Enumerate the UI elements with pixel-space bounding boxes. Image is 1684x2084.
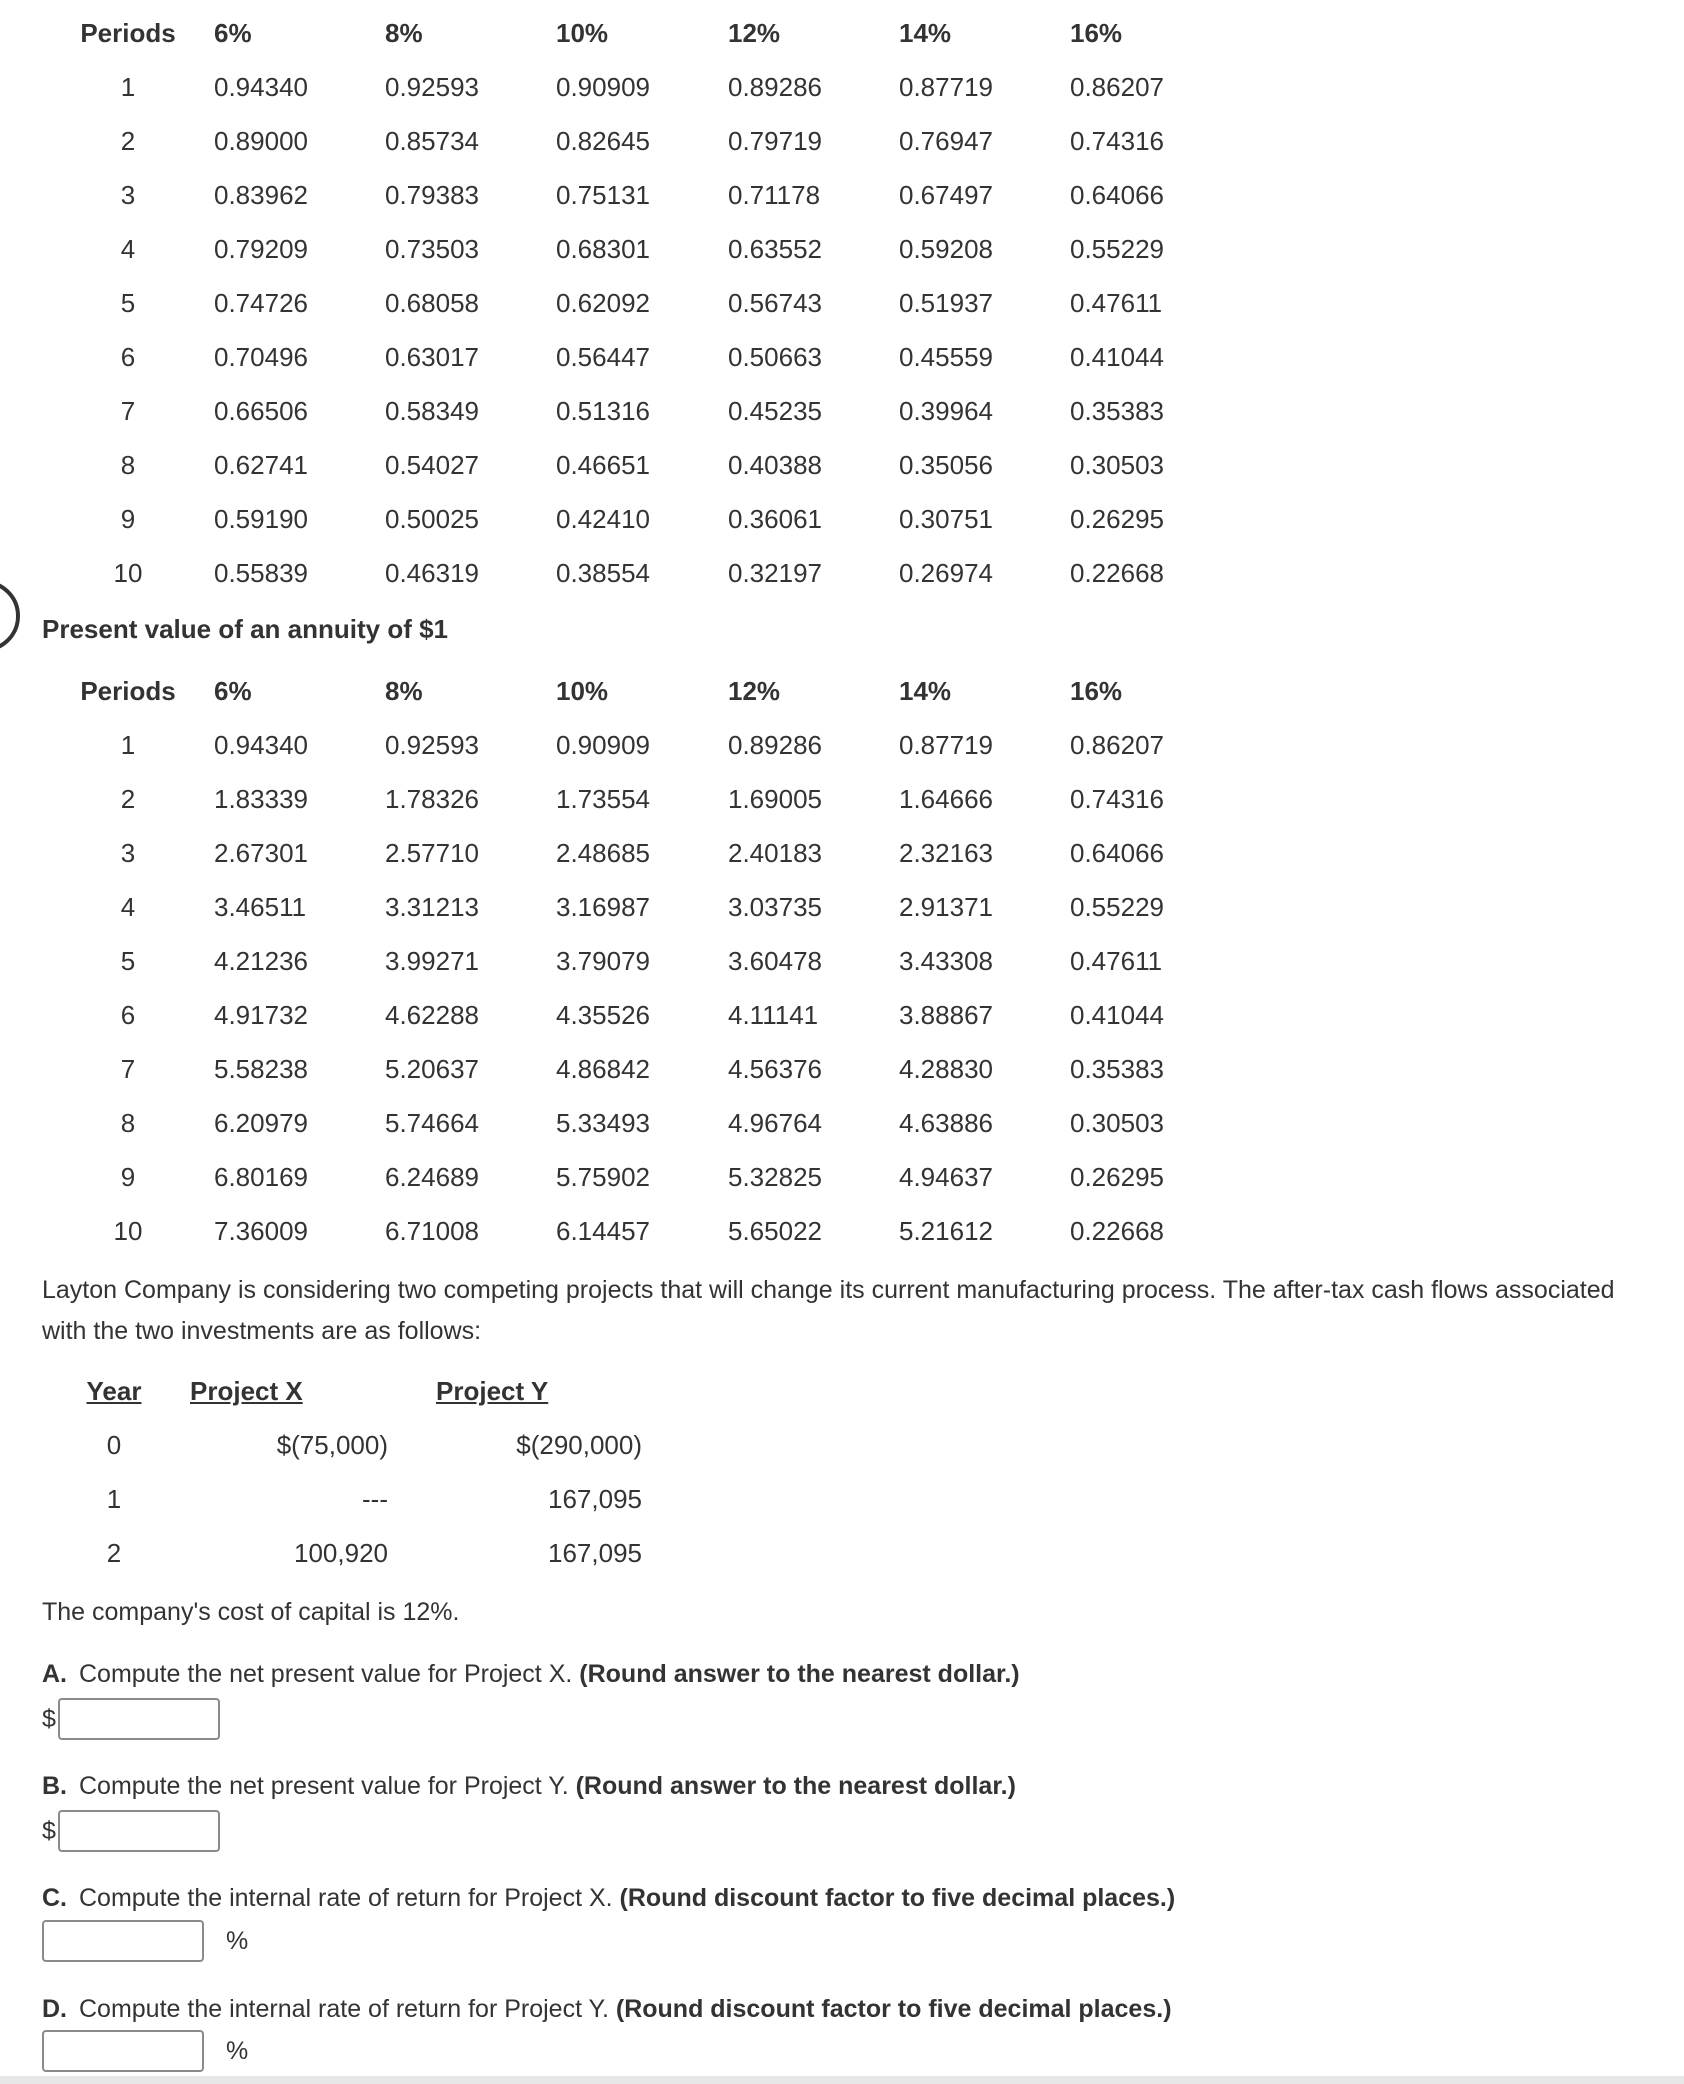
table-row <box>42 1042 1190 1096</box>
factor-cell: 5.21612 <box>899 1215 993 1246</box>
table-row <box>42 1150 1190 1204</box>
period-cell: 2 <box>120 125 136 156</box>
question-c <box>42 1884 1175 1913</box>
factor-cell: 0.62092 <box>556 287 650 318</box>
table-row <box>42 772 1190 826</box>
factor-cell: 0.22668 <box>1070 1215 1164 1246</box>
factor-cell: 0.92593 <box>385 729 479 760</box>
period-cell: 6 <box>120 341 136 372</box>
factor-cell: 0.75131 <box>556 179 650 210</box>
factor-cell: 5.75902 <box>556 1161 650 1192</box>
factor-cell: 0.79383 <box>385 179 479 210</box>
factor-cell: 0.47611 <box>1070 945 1163 976</box>
factor-cell: 5.20637 <box>385 1053 479 1084</box>
period-cell: 7 <box>120 395 136 426</box>
factor-cell: 0.50025 <box>385 503 479 534</box>
percent-sign: % <box>226 2036 249 2065</box>
factor-cell: 0.59208 <box>899 233 993 264</box>
period-cell: 7 <box>120 1053 136 1084</box>
factor-cell: 3.03735 <box>728 891 822 922</box>
factor-cell: 0.45235 <box>728 395 822 426</box>
table-cell: 2 <box>106 1537 122 1568</box>
factor-cell: 0.26974 <box>899 557 993 588</box>
factor-cell: 0.30503 <box>1070 1107 1164 1138</box>
factor-cell: 0.64066 <box>1070 179 1164 210</box>
period-cell: 3 <box>120 179 136 210</box>
column-header: 12% <box>728 17 781 48</box>
column-header: 10% <box>556 17 609 48</box>
factor-cell: 5.65022 <box>728 1215 822 1246</box>
factor-cell: 0.89000 <box>214 125 308 156</box>
factor-cell: 0.87719 <box>899 71 993 102</box>
factor-cell: 0.83962 <box>214 179 308 210</box>
factor-cell: 1.83339 <box>214 783 308 814</box>
period-cell: 8 <box>120 449 136 480</box>
factor-cell: 0.35383 <box>1070 395 1164 426</box>
column-header: 8% <box>385 675 423 706</box>
factor-cell: 4.62288 <box>385 999 479 1030</box>
factor-cell: 0.55229 <box>1070 891 1164 922</box>
factor-cell: 0.63552 <box>728 233 822 264</box>
factor-cell: 3.60478 <box>728 945 822 976</box>
factor-cell: 4.28830 <box>899 1053 993 1084</box>
present-value-table <box>42 6 1190 600</box>
period-cell: 9 <box>120 1161 136 1192</box>
factor-cell: 5.58238 <box>214 1053 308 1084</box>
table-row <box>42 168 1190 222</box>
table-row <box>42 826 1190 880</box>
factor-cell: 3.16987 <box>556 891 650 922</box>
table-row <box>42 114 1190 168</box>
column-header: 6% <box>214 17 252 48</box>
factor-cell: 1.73554 <box>556 783 650 814</box>
question-d <box>42 1995 1172 2024</box>
column-header: Periods <box>80 17 176 48</box>
factor-cell: 0.79209 <box>214 233 308 264</box>
table-row <box>42 1472 642 1526</box>
factor-cell: 0.68058 <box>385 287 479 318</box>
table-row <box>42 1096 1190 1150</box>
dollar-sign: $ <box>42 1816 56 1845</box>
question-text: Compute the net present value for Project Y. <box>79 1772 569 1800</box>
factor-cell: 0.68301 <box>556 233 650 264</box>
factor-cell: 0.55839 <box>214 557 308 588</box>
factor-cell: 0.67497 <box>899 179 993 210</box>
factor-cell: 7.36009 <box>214 1215 308 1246</box>
period-cell: 10 <box>113 557 143 588</box>
column-header: 12% <box>728 675 781 706</box>
annuity-table <box>42 664 1190 1258</box>
factor-cell: 4.91732 <box>214 999 308 1030</box>
factor-cell: 0.79719 <box>728 125 822 156</box>
table-row <box>42 492 1190 546</box>
period-cell: 10 <box>113 1215 143 1246</box>
factor-cell: 0.30751 <box>899 503 993 534</box>
question-a <box>42 1660 1020 1689</box>
period-cell: 4 <box>120 891 136 922</box>
factor-cell: 2.40183 <box>728 837 822 868</box>
factor-cell: 4.35526 <box>556 999 650 1030</box>
table-cell: 167,095 <box>548 1483 642 1514</box>
table-header-row <box>42 6 1190 60</box>
factor-cell: 0.82645 <box>556 125 650 156</box>
column-header-project-y: Project Y <box>436 1375 549 1406</box>
factor-cell: 0.36061 <box>728 503 822 534</box>
factor-cell: 6.14457 <box>556 1215 650 1246</box>
period-cell: 9 <box>120 503 136 534</box>
factor-cell: 3.31213 <box>385 891 479 922</box>
factor-cell: 0.56447 <box>556 341 650 372</box>
factor-cell: 0.22668 <box>1070 557 1164 588</box>
factor-cell: 0.30503 <box>1070 449 1164 480</box>
factor-cell: 3.43308 <box>899 945 993 976</box>
factor-cell: 0.39964 <box>899 395 993 426</box>
factor-cell: 0.50663 <box>728 341 822 372</box>
npv-project-x-input[interactable] <box>58 1698 220 1740</box>
factor-cell: 3.99271 <box>385 945 479 976</box>
factor-cell: 0.90909 <box>556 71 650 102</box>
factor-cell: 0.63017 <box>385 341 479 372</box>
period-cell: 6 <box>120 999 136 1030</box>
question-b <box>42 1772 1016 1801</box>
factor-cell: 0.92593 <box>385 71 479 102</box>
table-row <box>42 880 1190 934</box>
factor-cell: 2.48685 <box>556 837 650 868</box>
factor-cell: 0.58349 <box>385 395 479 426</box>
factor-cell: 0.46319 <box>385 557 479 588</box>
factor-cell: 4.94637 <box>899 1161 993 1192</box>
cost-of-capital: The company's cost of capital is 12%. <box>42 1598 460 1626</box>
decorative-bracket <box>0 580 20 652</box>
factor-cell: 1.64666 <box>899 783 993 814</box>
table-row <box>42 60 1190 114</box>
table-cell: 100,920 <box>294 1537 388 1568</box>
bottom-divider <box>0 2076 1684 2084</box>
factor-cell: 0.46651 <box>556 449 650 480</box>
factor-cell: 0.64066 <box>1070 837 1164 868</box>
npv-project-y-input[interactable] <box>58 1810 220 1852</box>
table-cell: 1 <box>106 1483 122 1514</box>
column-header: Periods <box>80 675 176 706</box>
table-row <box>42 330 1190 384</box>
question-text: Compute the net present value for Project X. <box>79 1660 573 1688</box>
percent-sign: % <box>226 1926 249 1955</box>
factor-cell: 0.70496 <box>214 341 308 372</box>
factor-cell: 0.71178 <box>728 179 821 210</box>
factor-cell: 0.62741 <box>214 449 308 480</box>
table-row <box>42 546 1190 600</box>
factor-cell: 5.32825 <box>728 1161 822 1192</box>
table-row <box>42 934 1190 988</box>
dollar-sign: $ <box>42 1704 56 1733</box>
question-label: C. <box>42 1884 67 1912</box>
factor-cell: 0.94340 <box>214 729 308 760</box>
factor-cell: 1.69005 <box>728 783 822 814</box>
answer-d-group <box>42 2030 248 2072</box>
factor-cell: 6.80169 <box>214 1161 308 1192</box>
factor-cell: 4.96764 <box>728 1107 822 1138</box>
annuity-table-title: Present value of an annuity of $1 <box>42 614 448 644</box>
factor-cell: 0.90909 <box>556 729 650 760</box>
table-row <box>42 384 1190 438</box>
factor-cell: 0.54027 <box>385 449 479 480</box>
factor-cell: 4.21236 <box>214 945 308 976</box>
table-row <box>42 1418 642 1472</box>
question-instruction: (Round answer to the nearest dollar.) <box>579 1660 1020 1688</box>
table-row <box>42 1204 1190 1258</box>
factor-cell: 0.47611 <box>1070 287 1163 318</box>
table-cell: $(75,000) <box>276 1429 388 1460</box>
factor-cell: 4.63886 <box>899 1107 993 1138</box>
period-cell: 2 <box>120 783 136 814</box>
question-text: Compute the internal rate of return for Project Y. <box>79 1995 609 2023</box>
question-label: D. <box>42 1995 67 2023</box>
column-header: 14% <box>899 675 952 706</box>
factor-cell: 0.85734 <box>385 125 479 156</box>
question-instruction: (Round answer to the nearest dollar.) <box>575 1772 1016 1800</box>
factor-cell: 0.59190 <box>214 503 308 534</box>
factor-cell: 2.67301 <box>214 837 308 868</box>
table-row <box>42 222 1190 276</box>
period-cell: 1 <box>120 71 136 102</box>
column-header: 6% <box>214 675 252 706</box>
factor-cell: 0.74316 <box>1070 783 1164 814</box>
period-cell: 5 <box>120 945 136 976</box>
irr-project-x-input[interactable] <box>42 1920 204 1962</box>
factor-cell: 0.51316 <box>556 395 650 426</box>
factor-cell: 3.46511 <box>214 891 307 922</box>
factor-cell: 0.38554 <box>556 557 650 588</box>
factor-cell: 6.24689 <box>385 1161 479 1192</box>
factor-cell: 6.71008 <box>385 1215 479 1246</box>
factor-cell: 2.57710 <box>385 837 479 868</box>
factor-cell: 0.86207 <box>1070 729 1164 760</box>
table-row <box>42 988 1190 1042</box>
factor-cell: 5.74664 <box>385 1107 479 1138</box>
table-row <box>42 276 1190 330</box>
column-header-project-x: Project X <box>190 1375 303 1406</box>
factor-cell: 0.26295 <box>1070 503 1164 534</box>
question-instruction: (Round discount factor to five decimal places.) <box>619 1884 1176 1912</box>
factor-cell: 0.40388 <box>728 449 822 480</box>
answer-b-group <box>42 1810 220 1852</box>
factor-cell: 0.26295 <box>1070 1161 1164 1192</box>
table-cell: 167,095 <box>548 1537 642 1568</box>
factor-cell: 0.35056 <box>899 449 993 480</box>
column-header: 16% <box>1070 17 1123 48</box>
column-header: 8% <box>385 17 423 48</box>
factor-cell: 0.66506 <box>214 395 308 426</box>
factor-cell: 4.11141 <box>728 999 819 1030</box>
factor-cell: 0.87719 <box>899 729 993 760</box>
cash-flow-table <box>42 1364 642 1580</box>
factor-cell: 0.32197 <box>728 557 822 588</box>
table-row <box>42 1526 642 1580</box>
table-row <box>42 718 1190 772</box>
factor-cell: 0.35383 <box>1070 1053 1164 1084</box>
question-instruction: (Round discount factor to five decimal places.) <box>615 1995 1172 2023</box>
factor-cell: 0.74316 <box>1070 125 1164 156</box>
table-cell: --- <box>362 1483 388 1514</box>
factor-cell: 0.89286 <box>728 729 822 760</box>
table-header-row <box>42 1364 642 1418</box>
column-header: 16% <box>1070 675 1123 706</box>
period-cell: 5 <box>120 287 136 318</box>
factor-cell: 3.79079 <box>556 945 650 976</box>
question-text: Compute the internal rate of return for Project X. <box>79 1884 613 1912</box>
factor-cell: 0.45559 <box>899 341 993 372</box>
factor-cell: 0.51937 <box>899 287 993 318</box>
factor-cell: 0.94340 <box>214 71 308 102</box>
factor-cell: 0.41044 <box>1070 341 1164 372</box>
period-cell: 4 <box>120 233 136 264</box>
period-cell: 1 <box>120 729 136 760</box>
table-header-row <box>42 664 1190 718</box>
table-cell: 0 <box>106 1429 122 1460</box>
factor-cell: 4.56376 <box>728 1053 822 1084</box>
factor-cell: 0.42410 <box>556 503 650 534</box>
factor-cell: 0.89286 <box>728 71 822 102</box>
factor-cell: 0.74726 <box>214 287 308 318</box>
question-label: A. <box>42 1660 67 1688</box>
factor-cell: 0.56743 <box>728 287 822 318</box>
factor-cell: 2.91371 <box>899 891 993 922</box>
factor-cell: 1.78326 <box>385 783 479 814</box>
factor-cell: 0.41044 <box>1070 999 1164 1030</box>
factor-cell: 3.88867 <box>899 999 993 1030</box>
question-label: B. <box>42 1772 67 1800</box>
irr-project-y-input[interactable] <box>42 2030 204 2072</box>
factor-cell: 0.76947 <box>899 125 993 156</box>
factor-cell: 6.20979 <box>214 1107 308 1138</box>
period-cell: 3 <box>120 837 136 868</box>
table-cell: $(290,000) <box>516 1429 642 1460</box>
table-row <box>42 438 1190 492</box>
column-header: 14% <box>899 17 952 48</box>
column-header: 10% <box>556 675 609 706</box>
answer-c-group <box>42 1920 248 1962</box>
factor-cell: 5.33493 <box>556 1107 650 1138</box>
column-header-year: Year <box>86 1375 142 1406</box>
answer-a-group <box>42 1698 220 1740</box>
problem-intro: Layton Company is considering two competing projects that will change its current manufacturing process. The after-tax cash flows associated with the two investments are as follows: <box>42 1276 1615 1345</box>
factor-cell: 0.86207 <box>1070 71 1164 102</box>
factor-cell: 0.73503 <box>385 233 479 264</box>
factor-cell: 4.86842 <box>556 1053 650 1084</box>
period-cell: 8 <box>120 1107 136 1138</box>
factor-cell: 2.32163 <box>899 837 993 868</box>
factor-cell: 0.55229 <box>1070 233 1164 264</box>
